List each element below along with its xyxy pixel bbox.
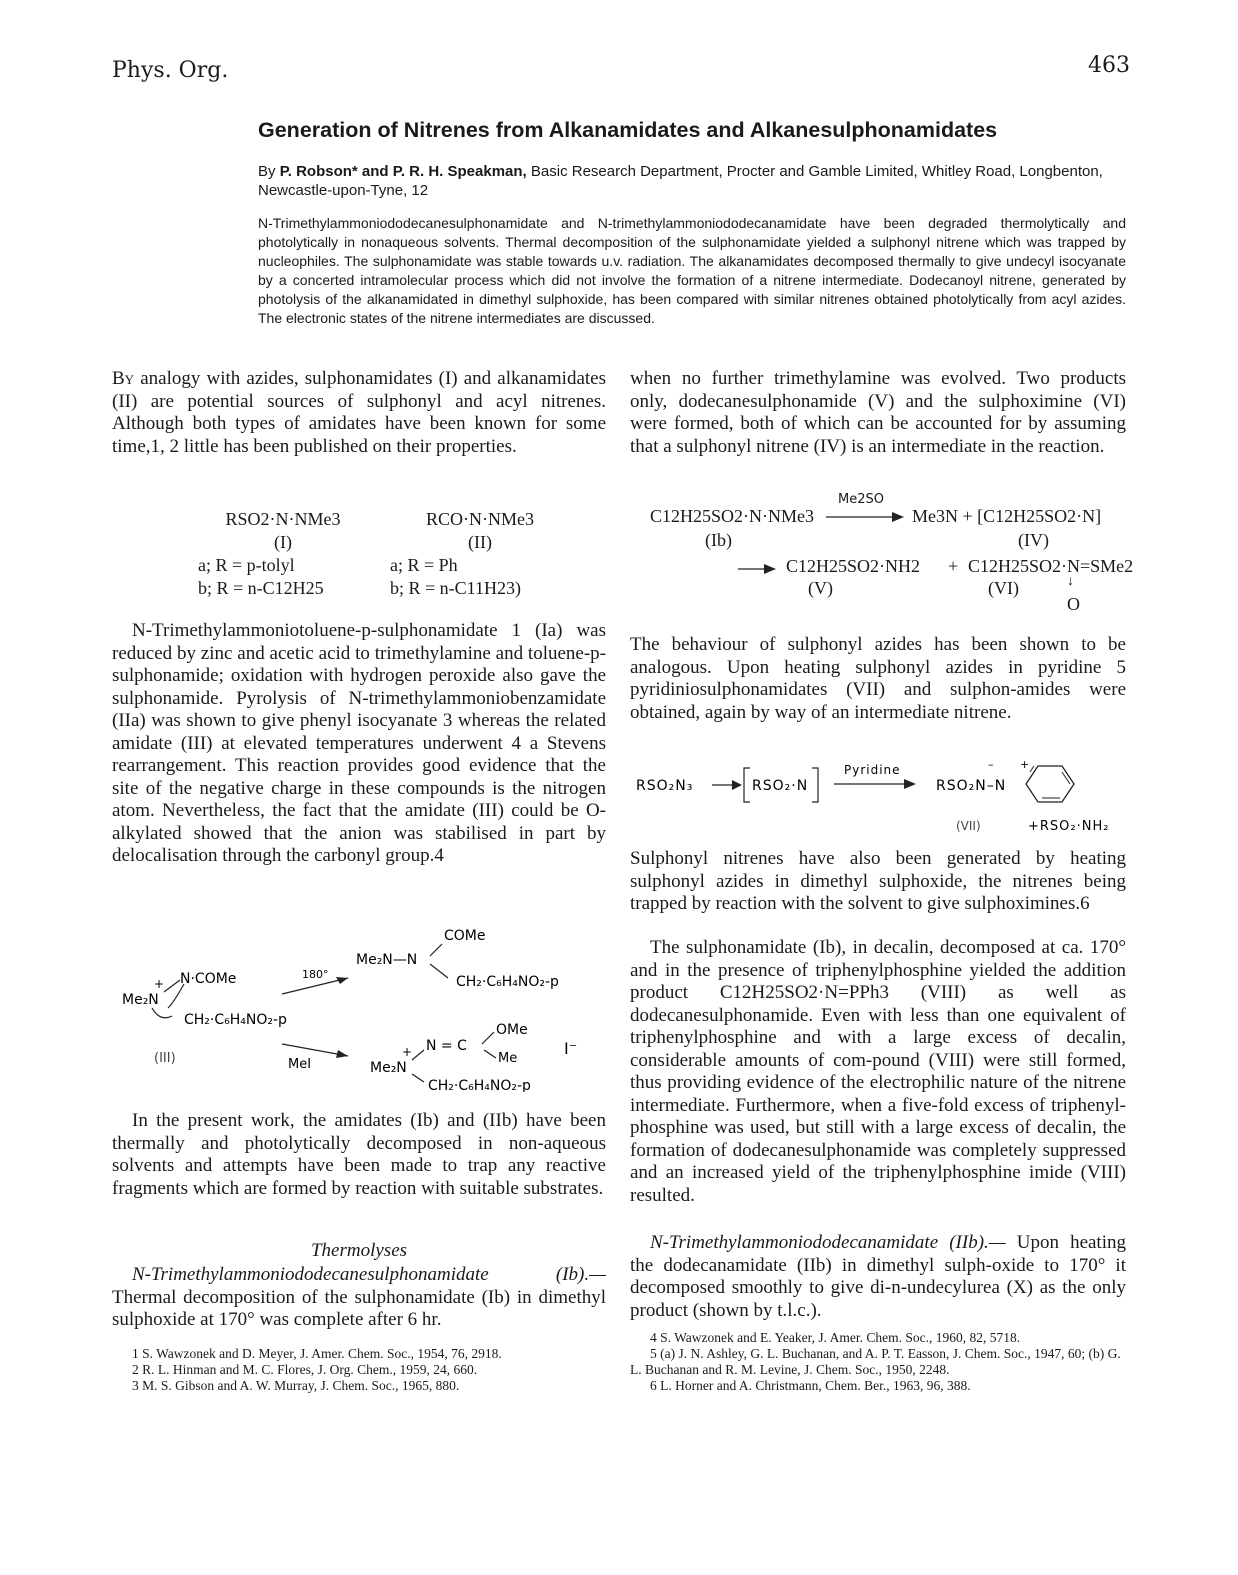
left-paragraph-3 <box>112 1110 606 1200</box>
right-paragraph-1 <box>630 368 1126 458</box>
label-I: (I) <box>274 532 292 552</box>
oxygen-atom: O <box>1067 594 1080 614</box>
left-paragraph-1 <box>112 368 606 458</box>
right-p4-text: The sulphonamidate (Ib), in decalin, decomposed at ca. 170° and in the presence of triphenylphosphine yielded the addition product C12H25SO2·N=PPh3 (VIII) as well as dodecanesulphonamide. Even with less than one equivalent of triphenylphosphine and with a large excess of decalin, considerable amounts of com-pound (VIII) were still formed, thus providing evidence of the electrophilic nature of the nitrene intermediate. Furthermore, when a five-fold excess of triphenyl-phosphine was used, but still with a large excess of decalin, the formation of dodecanesulphonamide was completely suppressed and an increased yield of the triphenylphosphine imide (VIII) resulted. <box>630 937 1126 1206</box>
right-p5-text: Upon heating the dodecanamidate (IIb) in dimethyl sulph-oxide to 170° it decomposed smoothly to give di-n-undecylurea (X) as the only product (shown by t.l.c.). <box>630 1232 1126 1321</box>
abstract: N-Trimethylammoniododecanesulphonamidate and N-trimethylammoniododecanamidate have been degraded thermolytically and photolytically in nonaqueous solvents. Thermal decomposition of the sulphonamidate yielded a sulphonyl nitrene which was trapped by nucleophiles. The sulphonamidate was stable towards u.v. radiation. The alkanamidates decomposed thermally to give undecyl isocyanate by a concerted intramolecular process which did not involve the formation of a nitrene intermediate. Dodecanoyl nitrene, generated by photolysis of the alkanamidated in dimethyl sulphoxide, has been compared with similar nitrenes obtained photolytically from acyl azides. The electronic states of the nitrene intermediates are discussed. <box>258 215 1126 326</box>
chem-label: Me₂N <box>370 1060 407 1076</box>
chem-label: N·COMe <box>180 971 237 987</box>
page-number: 463 <box>1088 53 1130 78</box>
reagent-label: Pyridine <box>844 763 901 777</box>
plus-sign: + <box>948 556 959 576</box>
right-p1-text: when no further trimethylamine was evolved. Two products only, dodecanesulphonamide (V) and the sulphoximine (VI) were formed, both of which can be accounted for by assuming that a sulphonyl nitrene (IV) is an intermediate in the reaction. <box>630 368 1126 457</box>
affiliation: Basic Research Department, Procter and Gamble Limited, Whitley Road, Longbenton, Newcastle-upon-Tyne, 12 <box>258 163 1103 199</box>
right-footnotes <box>630 1330 1126 1394</box>
right-paragraph-4 <box>630 937 1126 1207</box>
label-IV: (IV) <box>1018 530 1049 550</box>
label-Ib: (Ib) <box>705 530 732 550</box>
left-subhead: N-Trimethylammoniododecanesulphonamidate (Ib).— <box>132 1264 606 1285</box>
reaction-arrow <box>738 562 780 576</box>
right-paragraph-3 <box>630 848 1126 916</box>
right-paragraph-5 <box>630 1232 1126 1322</box>
footnote: 3 M. S. Gibson and A. W. Murray, J. Chem. Soc., 1965, 880. <box>132 1378 460 1393</box>
chem-label: OMe <box>496 1022 528 1038</box>
formula-products-IV: Me3N + [C12H25SO2·N] <box>912 506 1102 526</box>
authors: P. Robson* and P. R. H. Speakman, <box>279 163 527 180</box>
charge-plus: + <box>1020 758 1030 771</box>
label-II: (II) <box>468 532 492 552</box>
formula-VI: C12H25SO2·N=SMe2 <box>968 556 1134 576</box>
formula-I: RSO2·N·NMe3 <box>225 509 341 529</box>
drop-lead: By <box>112 368 135 389</box>
chem-label: CH₂·C₆H₄NO₂-p <box>184 1012 287 1028</box>
reagent-label: Me2SO <box>838 492 884 507</box>
left-paragraph-4 <box>112 1264 606 1332</box>
chem-label: CH₂·C₆H₄NO₂-p <box>456 974 559 990</box>
arrow-label-heat: 180° <box>302 968 329 981</box>
formula-II: RCO·N·NMe3 <box>426 509 534 529</box>
scheme-III-reaction <box>112 922 606 1092</box>
right-p3-text: Sulphonyl nitrenes have also been generated by heating sulphonyl azides in dimethyl sulphoxide, the nitrenes being trapped by reaction with the solvent to give sulphoximines.6 <box>630 848 1126 914</box>
arrow-label-mei: MeI <box>288 1057 312 1072</box>
scheme-I <box>198 508 368 600</box>
chem-label: I⁻ <box>564 1039 578 1058</box>
chem-label: N = C <box>426 1038 467 1054</box>
right-paragraph-2 <box>630 634 1126 724</box>
chem-label: RSO₂N₃ <box>636 778 694 794</box>
right-p2-text: The behaviour of sulphonyl azides has been shown to be analogous. Upon heating sulphonyl azides in pyridine 5 pyridiniosulphonamidates (VII) and sulphon-amides were obtained, again by way of an intermediate nitrene. <box>630 634 1126 723</box>
chem-label: CH₂·C₆H₄NO₂-p <box>428 1078 531 1092</box>
formula-V: C12H25SO2·NH2 <box>786 556 921 576</box>
down-arrow: ↓ <box>1067 574 1074 589</box>
left-p2-text: N-Trimethylammoniotoluene-p-sulphonamidate 1 (Ia) was reduced by zinc and acetic acid to trimethylamine and toluene-p-sulphonamide; oxidation with hydrogen peroxide also gave the sulphonamide. Pyrolysis of N-trimethylammoniobenzamidate (IIa) was shown to give phenyl isocyanate 3 whereas the related amidate (III) at elevated temperatures underwent 4 a Stevens rearrangement. This reaction provides good evidence that the site of the negative charge in these compounds is the nitrogen atom. Nevertheless, the fact that the amidate (III) could be O-alkylated showed that the anion was stabilised in part by delocalisation through the carbonyl group.4 <box>112 620 606 866</box>
footnote: 2 R. L. Hinman and M. C. Flores, J. Org. Chem., 1959, 24, 660. <box>132 1362 478 1377</box>
byline-prefix: By <box>258 163 276 180</box>
label-VII: (VII) <box>956 819 981 833</box>
charge-minus: – <box>988 758 994 771</box>
footnote: 1 S. Wawzonek and D. Meyer, J. Amer. Chem. Soc., 1954, 76, 2918. <box>132 1346 502 1361</box>
left-footnotes <box>112 1346 606 1394</box>
left-p4-text: Thermal decomposition of the sulphonamidate (Ib) in dimethyl sulphoxide at 170° was complete after 6 hr. <box>112 1286 606 1330</box>
chem-label: RSO₂N–N <box>936 778 1007 794</box>
chem-label: Me₂N <box>122 992 159 1008</box>
footnote: 6 L. Horner and A. Christmann, Chem. Ber., 1963, 96, 388. <box>650 1378 971 1393</box>
scheme-VII-reaction <box>634 756 1124 840</box>
formula-I-b: b; R = n-C12H25 <box>198 578 324 598</box>
right-subhead: N-Trimethylammoniododecanamidate (IIb).— <box>650 1232 1006 1253</box>
side-product: +RSO₂·NH₂ <box>1028 819 1110 834</box>
label-III: (III) <box>154 1051 176 1066</box>
formula-I-a: a; R = p-tolyl <box>198 555 295 575</box>
label-V: (V) <box>808 578 833 598</box>
chem-label: Me <box>498 1051 518 1066</box>
reaction-arrow <box>826 510 906 524</box>
left-paragraph-2 <box>112 620 606 868</box>
formula-Ib: C12H25SO2·N·NMe3 <box>650 506 814 526</box>
pyridinium-ring <box>1026 766 1074 802</box>
chem-label: RSO₂·N <box>752 778 809 794</box>
plus-sign: + <box>402 1045 413 1059</box>
formula-II-a: a; R = Ph <box>390 555 458 575</box>
chem-label: Me₂N—N <box>356 952 418 968</box>
left-p1-text: analogy with azides, sulphonamidates (I) and alkanamidates (II) are potential sources of sulphonyl and acyl nitrenes. Although both types of amidates have been known for some time,1, 2 little has been published on their properties. <box>112 368 606 457</box>
footnote: 5 (a) J. N. Ashley, G. L. Buchanan, and A. P. T. Easson, J. Chem. Soc., 1947, 60; (b) G. L. Buchanan and R. M. Levine, J. Chem. Soc., 1950, 2248. <box>630 1346 1121 1377</box>
plus-sign: + <box>154 977 165 991</box>
scheme-II <box>390 508 570 600</box>
label-VI: (VI) <box>988 578 1019 598</box>
section-heading: Thermolyses <box>310 1240 408 1261</box>
byline <box>258 162 1130 200</box>
scheme-Ib-decomposition <box>650 492 1134 622</box>
left-p3-text: In the present work, the amidates (Ib) and (IIb) have been thermally and photolytically decomposed in non-aqueous solvents and attempts have been made to trap any reactive fragments which are formed by reaction with suitable substrates. <box>112 1110 606 1199</box>
chem-label: COMe <box>444 928 486 944</box>
article-title: Generation of Nitrenes from Alkanamidates and Alkanesulphonamidates <box>258 118 998 142</box>
journal-section: Phys. Org. <box>112 58 229 83</box>
footnote: 4 S. Wawzonek and E. Yeaker, J. Amer. Chem. Soc., 1960, 82, 5718. <box>650 1330 1021 1345</box>
formula-II-b: b; R = n-C11H23) <box>390 578 521 598</box>
